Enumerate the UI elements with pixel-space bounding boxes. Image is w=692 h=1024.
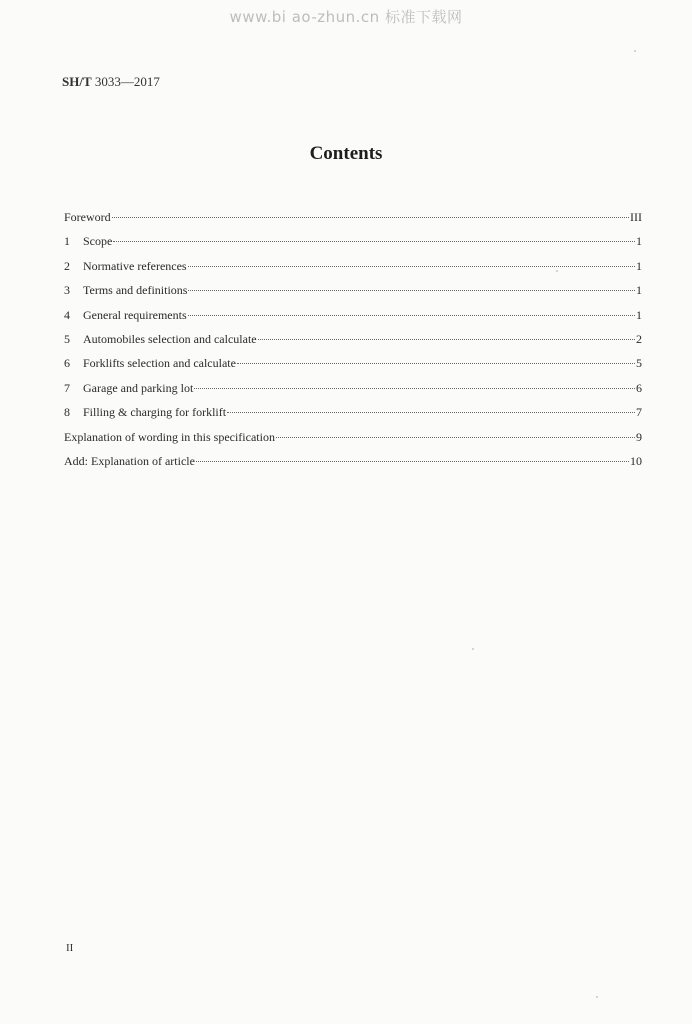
table-of-contents xyxy=(64,210,642,478)
standard-code xyxy=(62,74,160,90)
toc-entry-label: Terms and definitions xyxy=(83,283,188,298)
toc-entry-number: 8 xyxy=(64,405,70,420)
toc-entry-label: Filling & charging for forklift xyxy=(83,405,227,420)
toc-entry-page: 1 xyxy=(636,283,642,298)
toc-entry[interactable] xyxy=(64,405,642,429)
toc-dot-leader xyxy=(276,437,635,438)
toc-entry-label: Normative references xyxy=(83,258,187,273)
watermark-text: www.bi ao-zhun.cn 标准下载网 xyxy=(229,8,463,26)
toc-entry[interactable] xyxy=(64,430,642,454)
toc-entry-number: 7 xyxy=(64,380,70,395)
toc-dot-leader xyxy=(112,217,629,218)
toc-entry-page: III xyxy=(630,210,642,224)
page-number: II xyxy=(66,942,74,954)
scan-speck xyxy=(634,50,636,52)
scan-speck xyxy=(472,648,474,650)
toc-entry[interactable] xyxy=(64,381,642,405)
toc-entry-number: 4 xyxy=(64,307,70,322)
toc-dot-leader xyxy=(258,339,635,340)
toc-entry[interactable] xyxy=(64,454,642,478)
toc-dot-leader xyxy=(196,461,629,462)
toc-entry-number: 6 xyxy=(64,356,70,371)
toc-entry-page: 1 xyxy=(636,258,642,273)
toc-entry-page: 7 xyxy=(636,405,642,420)
toc-entry-label: General requirements xyxy=(83,307,187,322)
toc-dot-leader xyxy=(237,363,635,364)
toc-entry[interactable] xyxy=(64,283,642,307)
toc-entry-label: Scope xyxy=(83,234,113,249)
toc-entry-page: 1 xyxy=(636,234,642,249)
toc-entry[interactable] xyxy=(64,308,642,332)
toc-entry[interactable] xyxy=(64,210,642,234)
toc-entry-number: 2 xyxy=(64,258,70,273)
toc-entry[interactable] xyxy=(64,332,642,356)
toc-entry-page: 6 xyxy=(636,380,642,395)
toc-dot-leader xyxy=(188,290,635,291)
toc-dot-leader xyxy=(188,315,635,316)
toc-entry-page: 9 xyxy=(636,429,642,444)
toc-entry-page: 5 xyxy=(636,356,642,371)
page-title: Contents xyxy=(309,143,383,164)
standard-code-prefix: SH/T xyxy=(62,74,92,89)
standard-code-number: 3033—2017 xyxy=(91,74,160,89)
toc-entry[interactable] xyxy=(64,356,642,380)
scan-speck xyxy=(556,270,558,272)
toc-entry-label: Garage and parking lot xyxy=(83,380,194,395)
toc-entry-page: 1 xyxy=(636,307,642,322)
toc-dot-leader xyxy=(113,241,635,242)
toc-entry-label: Explanation of wording in this specification xyxy=(64,429,275,444)
toc-entry-number: 3 xyxy=(64,283,70,298)
toc-entry-label: Forklifts selection and calculate xyxy=(83,356,236,371)
toc-entry-label: Foreword xyxy=(64,210,111,224)
toc-entry-page: 2 xyxy=(636,331,642,346)
toc-entry[interactable] xyxy=(64,234,642,258)
toc-entry-label: Automobiles selection and calculate xyxy=(83,331,257,346)
scan-speck xyxy=(596,996,598,998)
toc-dot-leader xyxy=(194,388,635,389)
toc-dot-leader xyxy=(188,266,635,267)
toc-entry-number: 5 xyxy=(64,331,70,346)
toc-entry-page: 10 xyxy=(630,453,642,468)
toc-entry-number: 1 xyxy=(64,234,70,249)
toc-dot-leader xyxy=(227,412,635,413)
toc-entry-label: Add: Explanation of article xyxy=(64,453,195,468)
